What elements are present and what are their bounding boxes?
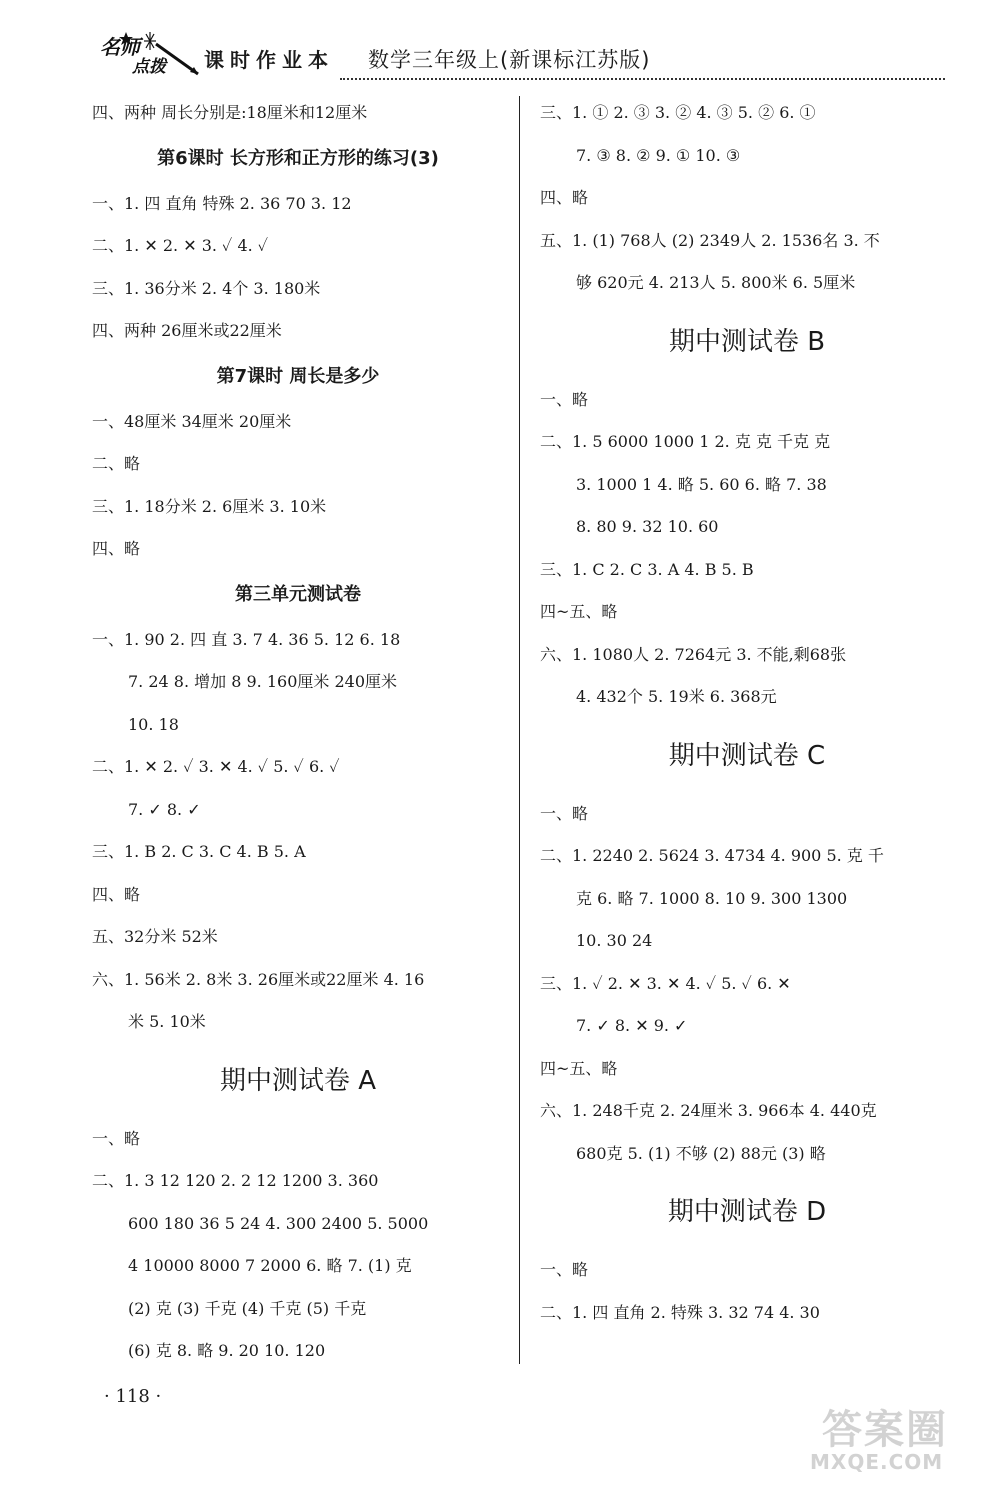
answer-line-continued: 克 6. 略 7. 1000 8. 10 9. 300 1300 bbox=[576, 888, 848, 908]
section-heading: 第6课时 长方形和正方形的练习(3) bbox=[157, 147, 439, 169]
right-column bbox=[540, 92, 954, 1334]
answer-line-continued: 8. 80 9. 32 10. 60 bbox=[576, 517, 719, 536]
answer-line: 四、两种 26厘米或22厘米 bbox=[92, 321, 282, 340]
answer-line: 五、32分米 52米 bbox=[92, 927, 218, 946]
answer-line: 六、1. 248千克 2. 24厘米 3. 966本 4. 440克 bbox=[540, 1101, 877, 1120]
answer-line-continued: 10. 18 bbox=[128, 714, 179, 734]
answer-line: 二、1. 四 直角 2. 特殊 3. 32 74 4. 30 bbox=[540, 1302, 820, 1322]
answer-line: 四、略 bbox=[92, 884, 141, 904]
answer-line-continued: (6) 克 8. 略 9. 20 10. 120 bbox=[128, 1341, 326, 1360]
answer-line-continued: 够 620元 4. 213人 5. 800米 6. 5厘米 bbox=[576, 273, 856, 292]
test-title: 期中测试卷 A bbox=[219, 1065, 377, 1096]
answer-line: 二、略 bbox=[92, 454, 141, 473]
answer-line: 一、1. 四 直角 特殊 2. 36 70 3. 12 bbox=[92, 193, 352, 213]
answer-line-continued: 7. ✓ 8. ✕ 9. ✓ bbox=[576, 1016, 688, 1035]
answer-line: 六、1. 1080人 2. 7264元 3. 不能,剩68张 bbox=[540, 644, 847, 664]
answer-line: 三、1. ✓ 2. ✕ 3. ✕ 4. ✓ 5. ✓ 6. ✕ bbox=[540, 973, 791, 993]
answer-line: 四、略 bbox=[540, 188, 589, 207]
answer-line: 一、48厘米 34厘米 20厘米 bbox=[92, 411, 292, 431]
answer-line: 四~五、略 bbox=[540, 602, 618, 621]
logo-text-top: 名师 bbox=[100, 35, 140, 59]
left-column bbox=[92, 92, 504, 1373]
answer-line: 四、两种 周长分别是:18厘米和12厘米 bbox=[92, 103, 368, 122]
test-title: 期中测试卷 D bbox=[667, 1197, 827, 1227]
section-heading: 第三单元测试卷 bbox=[235, 583, 361, 605]
answer-line: 四、略 bbox=[92, 539, 141, 558]
answer-line: 四~五、略 bbox=[540, 1058, 618, 1078]
test-title: 期中测试卷 B bbox=[668, 326, 826, 357]
answer-line: 二、1. 3 12 120 2. 2 12 1200 3. 360 bbox=[92, 1171, 379, 1190]
answer-line: 二、1. ✕ 2. ✕ 3. ✓ 4. ✓ bbox=[92, 236, 269, 255]
series-title: 课时作业本 bbox=[204, 48, 334, 72]
answer-line-continued: 7. ✓ 8. ✓ bbox=[128, 799, 201, 819]
page-number: · 118 · bbox=[104, 1386, 162, 1407]
watermark-text: 答案圈 bbox=[822, 1407, 948, 1453]
test-title: 期中测试卷 C bbox=[668, 740, 826, 771]
answer-line-continued: 米 5. 10米 bbox=[128, 1012, 206, 1031]
answer-line: 一、略 bbox=[540, 1260, 589, 1279]
subject-title: 数学三年级上(新课标江苏版) bbox=[368, 48, 651, 72]
answer-line: 一、略 bbox=[540, 803, 589, 823]
answer-line-continued: 680克 5. (1) 不够 (2) 88元 (3) 略 bbox=[576, 1143, 826, 1163]
header-dotted-rule bbox=[340, 78, 945, 80]
answer-line: 二、1. 2240 2. 5624 3. 4734 4. 900 5. 克 千 bbox=[540, 846, 884, 865]
answer-line: 三、1. ① 2. ③ 3. ② 4. ③ 5. ② 6. ① bbox=[540, 103, 816, 122]
answer-line: 三、1. B 2. C 3. C 4. B 5. A bbox=[92, 842, 306, 861]
answer-line: 三、1. 36分米 2. 4个 3. 180米 bbox=[92, 278, 321, 298]
answer-line: 一、略 bbox=[92, 1128, 141, 1148]
answer-line: 一、1. 90 2. 四 直 3. 7 4. 36 5. 12 6. 18 bbox=[92, 629, 401, 649]
watermark-url: MXQE.COM bbox=[810, 1450, 944, 1474]
logo-text-bottom: 点拨 bbox=[132, 57, 166, 77]
answer-line-continued: 600 180 36 5 24 4. 300 2400 5. 5000 bbox=[128, 1213, 429, 1233]
answer-line: 六、1. 56米 2. 8米 3. 26厘米或22厘米 4. 16 bbox=[92, 969, 425, 989]
page-header bbox=[92, 28, 944, 80]
answer-line: 三、1. C 2. C 3. A 4. B 5. B bbox=[540, 559, 754, 579]
watermark-logo bbox=[800, 1398, 990, 1480]
answer-line-continued: 7. 24 8. 增加 8 9. 160厘米 240厘米 bbox=[128, 672, 398, 691]
series-logo bbox=[94, 30, 202, 80]
column-divider bbox=[519, 96, 520, 1364]
answer-line: 五、1. (1) 768人 (2) 2349人 2. 1536名 3. 不 bbox=[540, 230, 880, 250]
answer-line-continued: 3. 1000 1 4. 略 5. 60 6. 略 7. 38 bbox=[576, 474, 827, 494]
answer-line-continued: 7. ③ 8. ② 9. ① 10. ③ bbox=[576, 145, 741, 165]
answer-line-continued: 4. 432个 5. 19米 6. 368元 bbox=[576, 687, 777, 706]
answer-line-continued: 10. 30 24 bbox=[576, 931, 653, 950]
answer-line: 一、略 bbox=[540, 389, 589, 409]
section-heading: 第7课时 周长是多少 bbox=[216, 365, 380, 387]
answer-line: 二、1. ✕ 2. ✓ 3. ✕ 4. ✓ 5. ✓ 6. ✓ bbox=[92, 757, 340, 776]
answer-line: 二、1. 5 6000 1000 1 2. 克 克 千克 克 bbox=[540, 432, 831, 451]
answer-line-continued: 4 10000 8000 7 2000 6. 略 7. (1) 克 bbox=[128, 1256, 412, 1275]
answer-line-continued: (2) 克 (3) 千克 (4) 千克 (5) 千克 bbox=[128, 1298, 367, 1318]
answer-line: 三、1. 18分米 2. 6厘米 3. 10米 bbox=[92, 496, 327, 516]
